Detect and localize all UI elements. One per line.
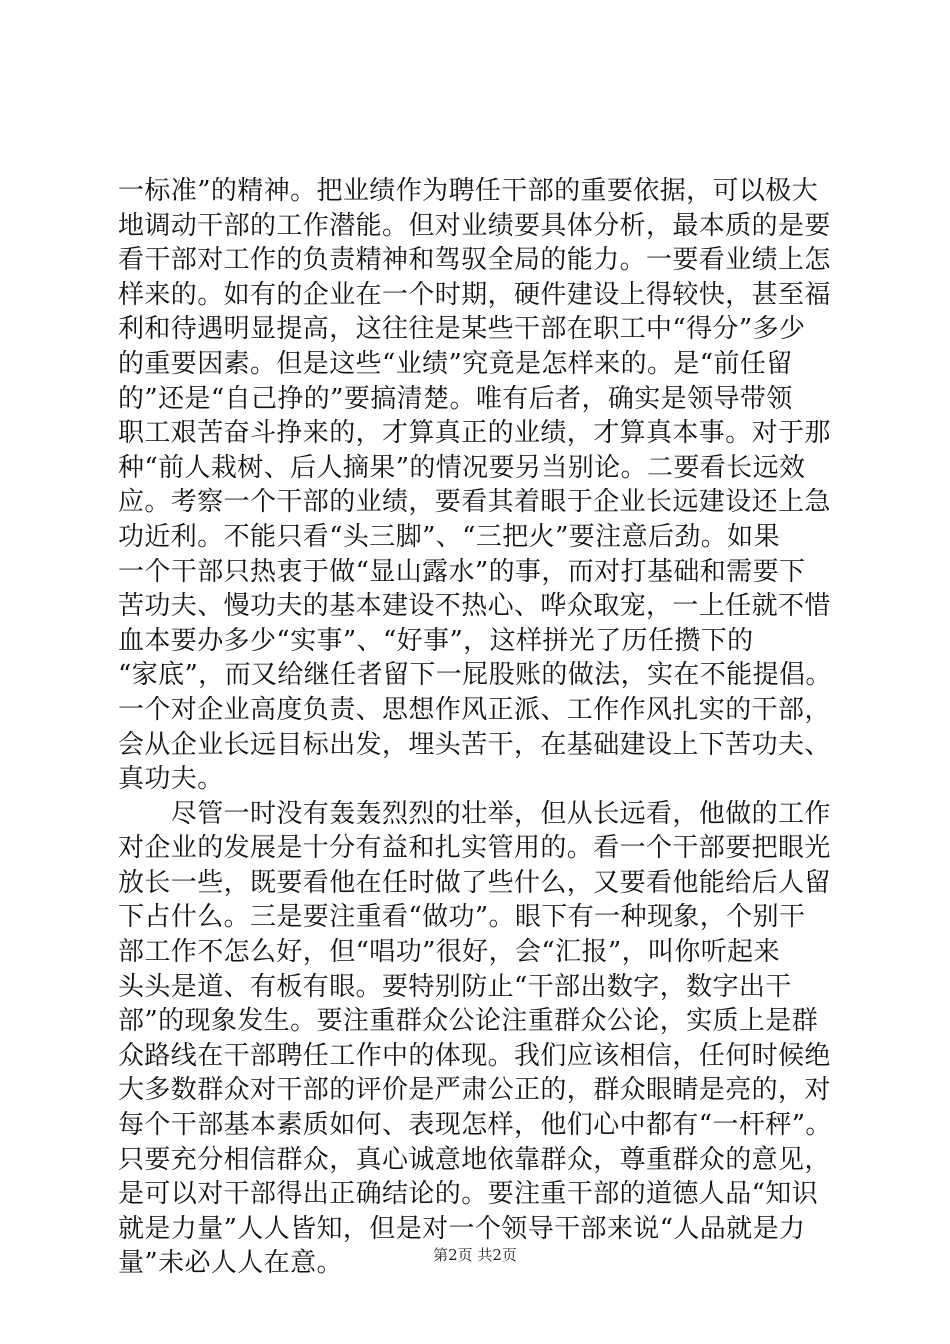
text-line: 一个对企业高度负责、思想作风正派、工作作风扎实的干部， <box>118 694 831 725</box>
text-line: 大多数群众对干部的评价是严肃公正的，群众眼睛是亮的，对 <box>118 1075 831 1106</box>
text-line: 一个干部只热衷于做“显山露水”的事，而对打基础和需要下 <box>118 556 806 587</box>
text-line: 的”还是“自己挣的”要搞清楚。唯有后者，确实是领导带领 <box>118 383 793 414</box>
text-line: 尽管一时没有轰轰烈烈的壮举，但从长远看，他做的工作 <box>118 798 831 829</box>
text-line: 职工艰苦奋斗挣来的，才算真正的业绩，才算真本事。对于那 <box>118 418 831 449</box>
text-line: 看干部对工作的负责精神和驾驭全局的能力。一要看业绩上怎 <box>118 245 831 276</box>
text-line: 部工作不怎么好，但“唱功”很好，会“汇报”，叫你听起来 <box>118 937 780 968</box>
text-line: 众路线在干部聘任工作中的体现。我们应该相信，任何时候绝 <box>118 1040 831 1071</box>
text-line: 只要充分相信群众，真心诚意地依靠群众，尊重群众的意见， <box>118 1144 831 1175</box>
text-line: 地调动干部的工作潜能。但对业绩要具体分析，最本质的是要 <box>118 210 831 241</box>
text-line: 量”未必人人在意。 <box>118 1248 343 1279</box>
text-line: 的重要因素。但是这些“业绩”究竟是怎样来的。是“前任留 <box>118 348 793 379</box>
text-line: 对企业的发展是十分有益和扎实管用的。看一个干部要把眼光 <box>118 833 831 864</box>
text-line: “家底”，而又给继任者留下一屁股账的做法，实在不能提倡。 <box>118 660 832 691</box>
text-line: 一标准”的精神。把业绩作为聘任干部的重要依据，可以极大 <box>118 176 819 206</box>
text-line: 样来的。如有的企业在一个时期，硬件建设上得较快，甚至福 <box>118 279 831 310</box>
text-line: 种“前人栽树、后人摘果”的情况要另当别论。二要看长远效 <box>118 452 806 483</box>
text-line: 会从企业长远目标出发，埋头苦干，在基础建设上下苦功夫、 <box>118 729 831 760</box>
text-line: 血本要办多少“实事”、“好事”，这样拼光了历任攒下的 <box>118 625 754 656</box>
text-line: 部”的现象发生。要注重群众公论注重群众公论，实质上是群 <box>118 1006 819 1037</box>
text-line: 真功夫。 <box>118 764 224 795</box>
text-line: 每个干部基本素质如何、表现怎样，他们心中都有“一杆秤”。 <box>118 1110 832 1141</box>
text-line: 头头是道、有板有眼。要特别防止“干部出数字，数字出干 <box>118 971 792 1002</box>
text-line: 应。考察一个干部的业绩，要看其着眼于企业长远建设还上急 <box>118 487 831 518</box>
text-line: 下占什么。三是要注重看“做功”。眼下有一种现象，个别干 <box>118 902 806 933</box>
text-line: 是可以对干部得出正确结论的。要注重干部的道德人品“知识 <box>118 1179 819 1210</box>
text-line: 就是力量”人人皆知，但是对一个领导干部来说“人品就是力 <box>118 1213 806 1244</box>
text-line: 功近利。不能只看“头三脚”、“三把火”要注意后劲。如果 <box>118 521 780 552</box>
text-line: 苦功夫、慢功夫的基本建设不热心、哗众取宠，一上任就不惜 <box>118 591 831 622</box>
text-line: 利和待遇明显提高，这往往是某些干部在职工中“得分”多少 <box>118 314 806 345</box>
page-footer: 第2页 共2页 <box>433 1246 517 1264</box>
text-line: 放长一些，既要看他在任时做了些什么，又要看他能给后人留 <box>118 867 831 898</box>
body-text <box>118 174 848 1281</box>
